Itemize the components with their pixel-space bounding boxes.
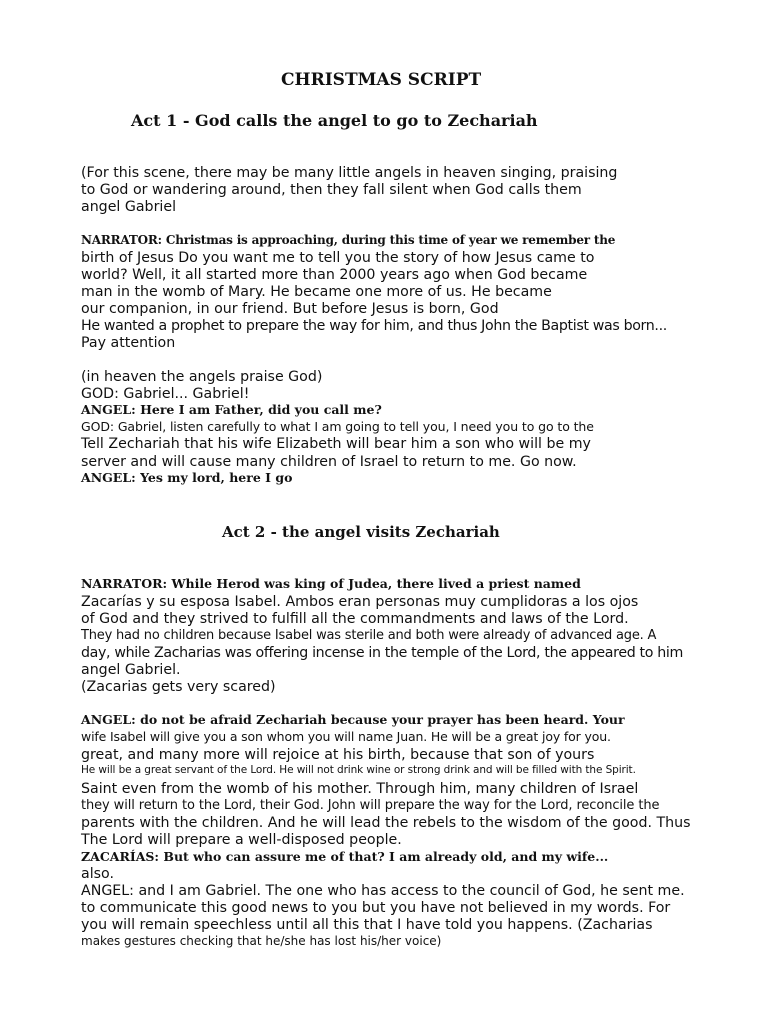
narrator-line: Pay attention bbox=[81, 335, 176, 351]
angel-line: The Lord will prepare a well-disposed people. bbox=[81, 832, 402, 848]
narrator-line: NARRATOR: While Herod was king of Judea, there lived a priest named bbox=[81, 576, 581, 591]
narrator-line: of God and they strived to fulfill all the commandments and laws of the Lord. bbox=[81, 611, 629, 627]
angel-line: wife Isabel will give you a son whom you will name Juan. He will be a great joy for you. bbox=[81, 729, 611, 744]
narrator-line: They had no children because Isabel was sterile and both were already of advanced age. A bbox=[81, 628, 657, 643]
stage-direction: (For this scene, there may be many little angels in heaven singing, praising bbox=[81, 165, 618, 181]
narrator-line: birth of Jesus Do you want me to tell you the story of how Jesus came to bbox=[81, 250, 595, 266]
narrator-line: Zacarías y su esposa Isabel. Ambos eran personas muy cumplidoras a los ojos bbox=[81, 594, 639, 610]
document-title: CHRISTMAS SCRIPT bbox=[281, 70, 482, 90]
narrator-line: world? Well, it all started more than 2000 years ago when God became bbox=[81, 267, 588, 283]
zacarias-line: also. bbox=[81, 866, 114, 882]
angel-line: great, and many more will rejoice at his birth, because that son of yours bbox=[81, 747, 595, 763]
angel-line: to communicate this good news to you but you have not believed in my words. For bbox=[81, 900, 671, 916]
angel-line: ANGEL: Yes my lord, here I go bbox=[81, 470, 293, 485]
angel-line: Saint even from the womb of his mother. Through him, many children of Israel bbox=[81, 781, 639, 797]
stage-direction: (Zacarias gets very scared) bbox=[81, 679, 276, 695]
angel-line: parents with the children. And he will lead the rebels to the wisdom of the good. Thus bbox=[81, 815, 691, 831]
stage-direction: to God or wandering around, then they fall silent when God calls them bbox=[81, 182, 582, 198]
act2-heading: Act 2 - the angel visits Zechariah bbox=[222, 523, 500, 541]
angel-line: you will remain speechless until all this that I have told you happens. (Zacharias bbox=[81, 917, 653, 933]
zacarias-line: ZACARÍAS: But who can assure me of that? I am already old, and my wife... bbox=[81, 849, 609, 864]
angel-line: ANGEL: do not be afraid Zechariah because your prayer has been heard. Your bbox=[81, 712, 625, 727]
angel-line: ANGEL: and I am Gabriel. The one who has access to the council of God, he sent me. bbox=[81, 883, 685, 899]
angel-line: they will return to the Lord, their God. John will prepare the way for the Lord, reconcile the bbox=[81, 798, 660, 813]
narrator-line: man in the womb of Mary. He became one more of us. He became bbox=[81, 284, 552, 300]
narrator-line: He wanted a prophet to prepare the way for him, and thus John the Baptist was born... bbox=[81, 318, 667, 334]
god-line: server and will cause many children of Israel to return to me. Go now. bbox=[81, 454, 577, 470]
angel-line: He will be a great servant of the Lord. He will not drink wine or strong drink and will be filled with the Spirit. bbox=[81, 764, 636, 776]
act1-heading: Act 1 - God calls the angel to go to Zechariah bbox=[131, 111, 538, 130]
stage-direction: makes gestures checking that he/she has lost his/her voice) bbox=[81, 934, 442, 948]
narrator-line: angel Gabriel. bbox=[81, 662, 181, 678]
stage-direction: angel Gabriel bbox=[81, 199, 177, 215]
god-line: GOD: Gabriel... Gabriel! bbox=[81, 386, 250, 402]
narrator-line: our companion, in our friend. But before Jesus is born, God bbox=[81, 301, 499, 317]
god-line: GOD: Gabriel, listen carefully to what I am going to tell you, I need you to go to the bbox=[81, 419, 594, 434]
stage-direction: (in heaven the angels praise God) bbox=[81, 369, 323, 385]
angel-line: ANGEL: Here I am Father, did you call me? bbox=[81, 402, 382, 417]
narrator-line: day, while Zacharias was offering incense in the temple of the Lord, the appeared to him bbox=[81, 645, 683, 661]
narrator-line: NARRATOR: Christmas is approaching, during this time of year we remember the bbox=[81, 233, 616, 247]
god-line: Tell Zechariah that his wife Elizabeth will bear him a son who will be my bbox=[81, 436, 591, 452]
